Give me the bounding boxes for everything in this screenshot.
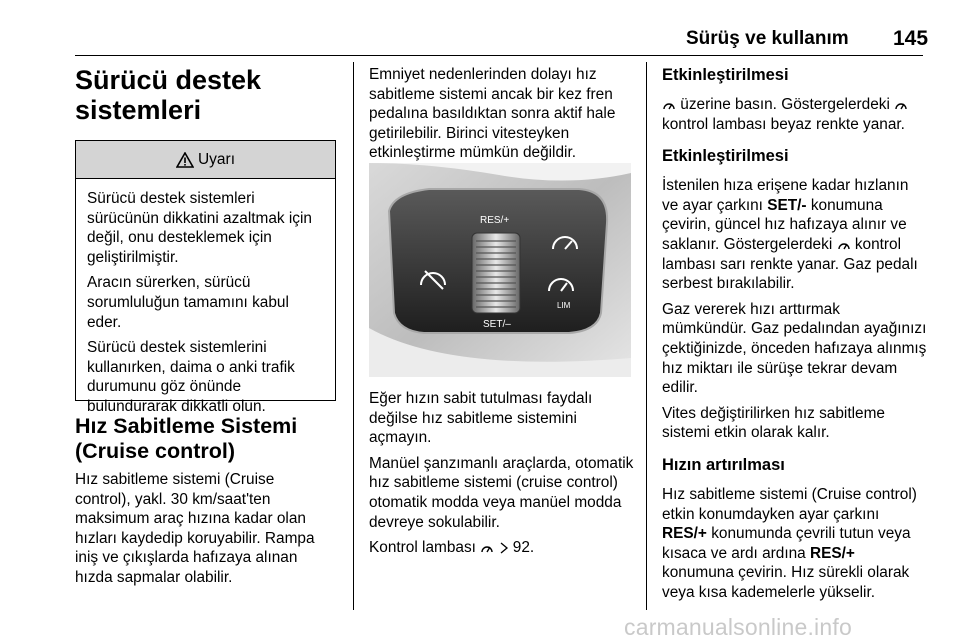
- warning-box: [75, 140, 336, 415]
- set-minus-label: SET/–: [483, 319, 511, 330]
- activation-paragraph: [662, 95, 928, 134]
- increase-text-3: konumuna çevirin. Hız sürekli olarak veya kısa kademelerle yükselir.: [662, 564, 910, 601]
- body-paragraph: Hız sabitleme sistemi (Cruise control), yakl. 30 km/saat'ten maksimum araç hızına kadar olan hızları kaydedip koruyabilir. Rampa iniş ve çıkışlarda hafızaya alınan hızda sapmalar olabilir.: [75, 471, 315, 586]
- res-plus-keyword: RES/+: [662, 525, 707, 543]
- cruise-control-lamp-icon: [894, 99, 908, 111]
- column-divider-left: [353, 62, 354, 610]
- increase-paragraph: [662, 485, 928, 603]
- control-lamp-reference: [369, 538, 639, 558]
- heading-activation: Etkinleştirilmesi: [662, 66, 789, 84]
- warning-header: [76, 141, 335, 179]
- warning-paragraph: Sürücü destek sistemlerini kullanırken, daima o anki trafik durumunu göz önünde bulundurarak dikkatli olun.: [87, 339, 295, 415]
- set-text-2: konumuna çevirin, güncel hız hafızaya alınır ve saklanır. Göstergelerdeki: [662, 196, 907, 253]
- res-plus-label: RES/+: [480, 215, 510, 226]
- set-minus-keyword: SET/-: [767, 196, 807, 214]
- page-number: 145: [893, 27, 929, 50]
- left-lower-text: [75, 414, 333, 594]
- subsection-title: Hız Sabitleme Sistemi (Cruise control): [75, 414, 298, 463]
- cruise-control-icon: [662, 99, 676, 111]
- body-paragraph: Gaz vererek hızı arttırmak mümkündür. Gaz pedalından ayağınızı çektiğinizde, önceden hafızaya alınmış hız miktarı ile sürüşe tekrar devam edilir.: [662, 300, 927, 397]
- body-paragraph: Vites değiştirilirken hız sabitleme sistemi etkin olarak kalır.: [662, 404, 885, 442]
- warning-triangle-icon: [176, 152, 194, 168]
- increase-text: Hız sabitleme sistemi (Cruise control) etkin konumdayken ayar çarkını: [662, 485, 917, 523]
- warning-heading: Uyarı: [197, 150, 236, 168]
- increase-text-2: konumunda çevrili tutun veya kısaca ve ardı ardına: [662, 525, 911, 562]
- cruise-control-lamp-icon: [480, 542, 494, 554]
- warning-body: [76, 179, 335, 417]
- body-paragraph: Emniyet nedenlerinden dolayı hız sabitleme sistemi ancak bir kez fren pedalına basıldıktan sonra aktif hale getirilebilir. Birinci vitesteyken etkinleştirme mümkün değildir.: [369, 66, 616, 162]
- res-plus-keyword: RES/+: [810, 544, 855, 562]
- warning-paragraph: Aracın sürerken, sürücü sorumluluğun tamamını kabul eder.: [87, 274, 289, 331]
- heading-increase-speed: Hızın artırılması: [662, 455, 785, 474]
- activation-text-2: kontrol lambası beyaz renkte yanar.: [662, 115, 905, 133]
- set-text: İstenilen hıza erişene kadar hızlanın ve ayar çarkını: [662, 177, 909, 214]
- middle-lower-text: [369, 389, 639, 564]
- control-lamp-text: Kontrol lambası: [369, 539, 476, 557]
- activation-text: üzerine basın. Göstergelerdeki: [680, 96, 890, 113]
- column-divider-right: [646, 62, 647, 610]
- steering-wheel-controls-photo: [369, 163, 631, 377]
- cruise-control-lamp-icon: [837, 239, 851, 251]
- body-paragraph: Manüel şanzımanlı araçlarda, otomatik hız sabitleme sistemi (cruise control) otomatik modda veya manüel modda devreye sokulabilir.: [369, 454, 634, 531]
- heading-activation-2: Etkinleştirilmesi: [662, 147, 789, 166]
- header-rule: [75, 55, 923, 56]
- set-text-3: kontrol lambası sarı renkte yanar. Gaz pedalı serbest bırakılabilir.: [662, 235, 918, 293]
- page-header-title: Sürüş ve kullanım: [686, 28, 849, 49]
- right-column: [662, 65, 928, 608]
- section-title: Sürücü destek sistemleri: [75, 65, 262, 125]
- steering-wheel-controls-illustration: [369, 163, 631, 377]
- body-paragraph: Eğer hızın sabit tutulması faydalı değilse hız sabitleme sistemini açmayın.: [369, 390, 593, 447]
- page-reference-arrow-icon: [499, 542, 509, 554]
- middle-intro: [369, 65, 635, 169]
- lim-label: LIM: [557, 301, 571, 310]
- set-speed-paragraph: [662, 176, 928, 294]
- warning-paragraph: Sürücü destek sistemleri sürücünün dikkatini azaltmak için değil, onu desteklemek için geliştirilmiştir.: [87, 190, 312, 266]
- watermark: carmanualsonline.info: [624, 614, 852, 640]
- page-reference: 92.: [512, 539, 535, 557]
